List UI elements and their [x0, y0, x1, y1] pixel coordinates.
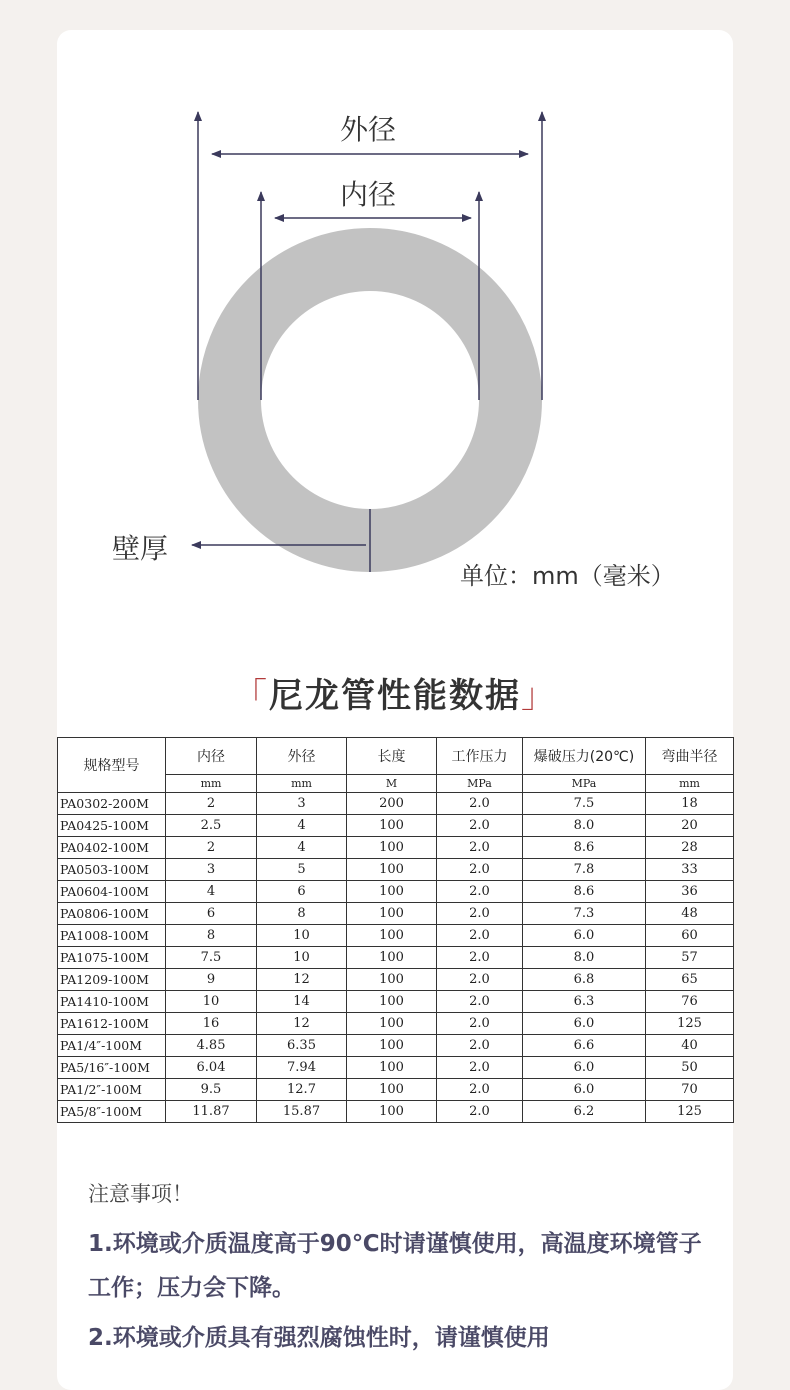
table-row — [58, 837, 734, 859]
value-cell: 10 — [257, 947, 347, 969]
value-cell: 5 — [257, 859, 347, 881]
value-cell: 48 — [646, 903, 734, 925]
note-line-2: 2.环境或介质具有强烈腐蚀性时，请谨慎使用 — [88, 1325, 550, 1351]
value-cell: 3 — [257, 793, 347, 815]
value-cell: 100 — [347, 859, 437, 881]
unit-cell: mm — [257, 775, 347, 793]
model-cell: PA0604-100M — [58, 881, 166, 903]
value-cell: 2.0 — [437, 1101, 523, 1123]
value-cell: 7.5 — [523, 793, 646, 815]
table-row — [58, 991, 734, 1013]
value-cell: 57 — [646, 947, 734, 969]
value-cell: 9.5 — [166, 1079, 257, 1101]
section-title-text: 尼龙管性能数据 — [269, 676, 521, 716]
value-cell: 12 — [257, 969, 347, 991]
value-cell: 2.0 — [437, 969, 523, 991]
value-cell: 2.5 — [166, 815, 257, 837]
outer-diameter-label: 外径 — [340, 113, 397, 146]
model-cell: PA1008-100M — [58, 925, 166, 947]
value-cell: 28 — [646, 837, 734, 859]
value-cell: 8.0 — [523, 815, 646, 837]
value-cell: 2.0 — [437, 837, 523, 859]
value-cell: 76 — [646, 991, 734, 1013]
unit-cell: M — [347, 775, 437, 793]
value-cell: 100 — [347, 1057, 437, 1079]
tube-ring — [230, 260, 511, 541]
value-cell: 6.04 — [166, 1057, 257, 1079]
value-cell: 100 — [347, 991, 437, 1013]
value-cell: 20 — [646, 815, 734, 837]
value-cell: 3 — [166, 859, 257, 881]
value-cell: 18 — [646, 793, 734, 815]
table-row — [58, 903, 734, 925]
model-cell: PA0402-100M — [58, 837, 166, 859]
value-cell: 2.0 — [437, 991, 523, 1013]
value-cell: 100 — [347, 1079, 437, 1101]
value-cell: 2.0 — [437, 859, 523, 881]
value-cell: 8.0 — [523, 947, 646, 969]
value-cell: 14 — [257, 991, 347, 1013]
value-cell: 2 — [166, 793, 257, 815]
value-cell: 7.3 — [523, 903, 646, 925]
value-cell: 7.5 — [166, 947, 257, 969]
value-cell: 2.0 — [437, 903, 523, 925]
value-cell: 2.0 — [437, 793, 523, 815]
value-cell: 70 — [646, 1079, 734, 1101]
table-row — [58, 925, 734, 947]
notes-section — [88, 1178, 718, 1366]
value-cell: 4 — [257, 815, 347, 837]
unit-cell: MPa — [437, 775, 523, 793]
model-cell: PA5/8″-100M — [58, 1101, 166, 1123]
wall-thickness-label: 壁厚 — [112, 532, 169, 565]
model-cell: PA1/4″-100M — [58, 1035, 166, 1057]
value-cell: 11.87 — [166, 1101, 257, 1123]
value-cell: 200 — [347, 793, 437, 815]
table-row — [58, 815, 734, 837]
col-header-length: 长度 — [347, 738, 437, 775]
model-cell: PA1209-100M — [58, 969, 166, 991]
table-row — [58, 859, 734, 881]
value-cell: 10 — [257, 925, 347, 947]
value-cell: 4 — [257, 837, 347, 859]
value-cell: 6.8 — [523, 969, 646, 991]
value-cell: 6 — [257, 881, 347, 903]
value-cell: 100 — [347, 1035, 437, 1057]
table-row — [58, 1035, 734, 1057]
notes-heading: 注意事项！ — [88, 1182, 193, 1206]
table-body — [58, 793, 734, 1123]
value-cell: 100 — [347, 925, 437, 947]
value-cell: 6.6 — [523, 1035, 646, 1057]
model-cell: PA1/2″-100M — [58, 1079, 166, 1101]
value-cell: 4 — [166, 881, 257, 903]
col-header-working-pressure: 工作压力 — [437, 738, 523, 775]
value-cell: 8 — [166, 925, 257, 947]
bracket-close: 」 — [521, 676, 557, 716]
value-cell: 2.0 — [437, 881, 523, 903]
value-cell: 6.0 — [523, 1079, 646, 1101]
value-cell: 12 — [257, 1013, 347, 1035]
value-cell: 100 — [347, 903, 437, 925]
value-cell: 8.6 — [523, 837, 646, 859]
value-cell: 7.94 — [257, 1057, 347, 1079]
value-cell: 6.0 — [523, 1057, 646, 1079]
value-cell: 100 — [347, 837, 437, 859]
model-cell: PA0425-100M — [58, 815, 166, 837]
col-header-model: 规格型号 — [58, 738, 166, 793]
note-line-1: 1.环境或介质温度高于90℃时请谨慎使用，高温度环境管子工作；压力会下降。 — [88, 1231, 702, 1301]
table-row — [58, 793, 734, 815]
value-cell: 10 — [166, 991, 257, 1013]
value-cell: 2.0 — [437, 1079, 523, 1101]
inner-diameter-label: 内径 — [340, 178, 397, 211]
model-cell: PA1075-100M — [58, 947, 166, 969]
value-cell: 100 — [347, 947, 437, 969]
model-cell: PA0302-200M — [58, 793, 166, 815]
value-cell: 100 — [347, 1013, 437, 1035]
value-cell: 15.87 — [257, 1101, 347, 1123]
col-header-burst-pressure: 爆破压力(20℃) — [523, 738, 646, 775]
table-row — [58, 881, 734, 903]
value-cell: 2 — [166, 837, 257, 859]
value-cell: 2.0 — [437, 1057, 523, 1079]
table-header-row — [58, 738, 734, 775]
value-cell: 6.0 — [523, 925, 646, 947]
col-header-bend-radius: 弯曲半径 — [646, 738, 734, 775]
table-row — [58, 947, 734, 969]
value-cell: 125 — [646, 1101, 734, 1123]
value-cell: 2.0 — [437, 1035, 523, 1057]
value-cell: 4.85 — [166, 1035, 257, 1057]
value-cell: 6.2 — [523, 1101, 646, 1123]
value-cell: 6 — [166, 903, 257, 925]
value-cell: 36 — [646, 881, 734, 903]
value-cell: 33 — [646, 859, 734, 881]
value-cell: 125 — [646, 1013, 734, 1035]
model-cell: PA0503-100M — [58, 859, 166, 881]
value-cell: 40 — [646, 1035, 734, 1057]
value-cell: 6.35 — [257, 1035, 347, 1057]
value-cell: 65 — [646, 969, 734, 991]
table-row — [58, 969, 734, 991]
value-cell: 2.0 — [437, 947, 523, 969]
col-header-inner: 内径 — [166, 738, 257, 775]
value-cell: 2.0 — [437, 1013, 523, 1035]
value-cell: 100 — [347, 1101, 437, 1123]
value-cell: 7.8 — [523, 859, 646, 881]
value-cell: 9 — [166, 969, 257, 991]
unit-cell: mm — [166, 775, 257, 793]
table-row — [58, 1079, 734, 1101]
table-row — [58, 1057, 734, 1079]
value-cell: 100 — [347, 969, 437, 991]
value-cell: 50 — [646, 1057, 734, 1079]
unit-label: 单位：mm（毫米） — [460, 562, 675, 590]
model-cell: PA0806-100M — [58, 903, 166, 925]
col-header-outer: 外径 — [257, 738, 347, 775]
value-cell: 2.0 — [437, 925, 523, 947]
table-row — [58, 1013, 734, 1035]
model-cell: PA1410-100M — [58, 991, 166, 1013]
value-cell: 6.3 — [523, 991, 646, 1013]
value-cell: 6.0 — [523, 1013, 646, 1035]
value-cell: 60 — [646, 925, 734, 947]
model-cell: PA5/16″-100M — [58, 1057, 166, 1079]
table-row — [58, 1101, 734, 1123]
unit-cell: mm — [646, 775, 734, 793]
spec-table — [57, 737, 734, 1123]
section-title — [0, 668, 790, 717]
value-cell: 100 — [347, 881, 437, 903]
value-cell: 100 — [347, 815, 437, 837]
model-cell: PA1612-100M — [58, 1013, 166, 1035]
value-cell: 8.6 — [523, 881, 646, 903]
value-cell: 2.0 — [437, 815, 523, 837]
value-cell: 12.7 — [257, 1079, 347, 1101]
bracket-open: 「 — [233, 676, 269, 716]
unit-cell: MPa — [523, 775, 646, 793]
value-cell: 16 — [166, 1013, 257, 1035]
value-cell: 8 — [257, 903, 347, 925]
